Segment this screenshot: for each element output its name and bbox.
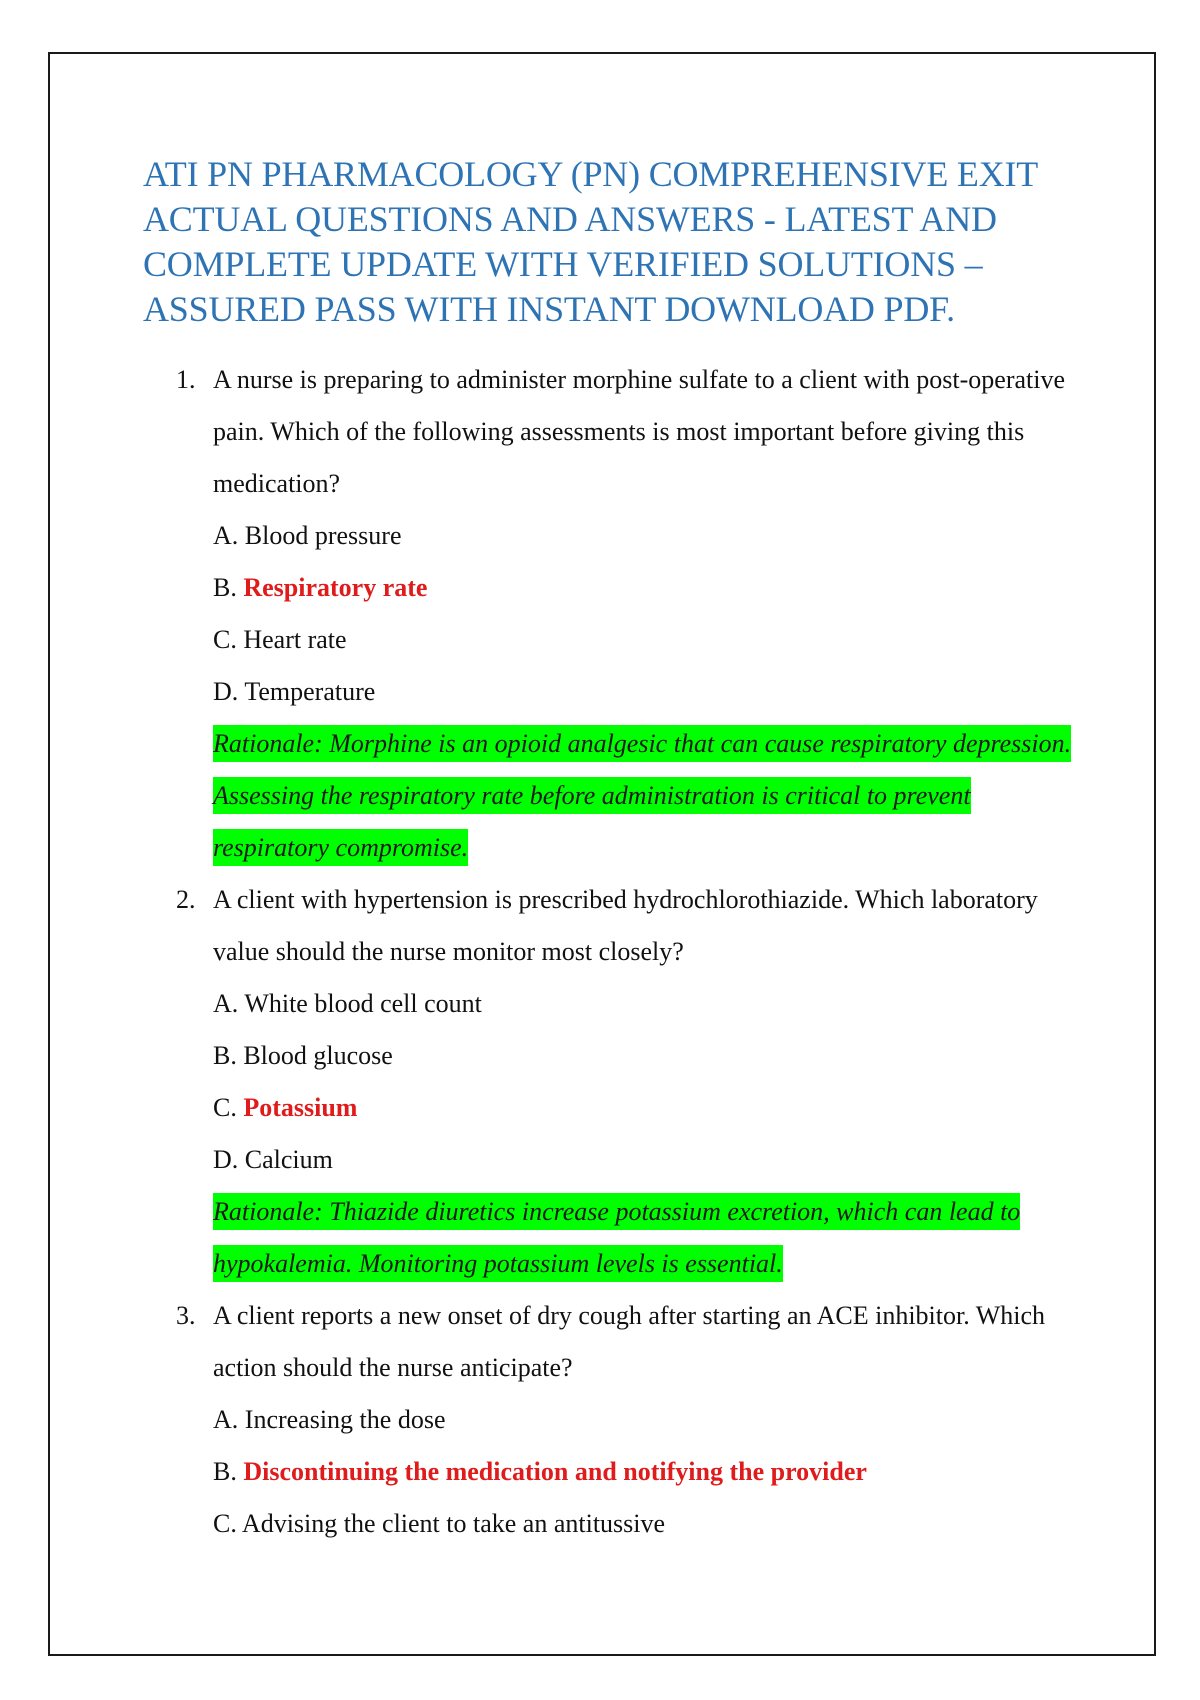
option-letter: D.	[213, 1145, 239, 1174]
option-letter: B.	[213, 1041, 237, 1070]
rationale	[213, 1186, 1083, 1290]
option-text: Temperature	[244, 677, 376, 706]
option-letter: A.	[213, 1405, 239, 1434]
document-body	[143, 152, 1083, 1550]
option-letter: C.	[213, 625, 237, 654]
document-title	[143, 152, 1083, 332]
question-text: A client reports a new onset of dry cough after starting an ACE inhibitor. Which action should the nurse anticipate?	[213, 1301, 1046, 1382]
correct-answer-text: Discontinuing the medication and notifying the provider	[243, 1457, 867, 1486]
answer-option	[213, 1498, 1083, 1550]
option-letter: C.	[213, 1509, 237, 1538]
answer-option-correct	[213, 1446, 1083, 1498]
answer-option	[213, 978, 1083, 1030]
answer-option	[213, 1030, 1083, 1082]
question-number: 3.	[176, 1301, 196, 1330]
option-letter: B.	[213, 573, 237, 602]
correct-answer-text: Potassium	[243, 1093, 358, 1122]
question-1	[143, 354, 1083, 874]
correct-answer-text: Respiratory rate	[243, 573, 428, 602]
title-line: ATI PN PHARMACOLOGY (PN) COMPREHENSIVE EXIT	[143, 154, 1039, 194]
option-text: Heart rate	[243, 625, 347, 654]
answer-option	[213, 1394, 1083, 1446]
option-letter: D.	[213, 677, 239, 706]
answer-option	[213, 666, 1083, 718]
option-text: Calcium	[244, 1145, 333, 1174]
question-text: A nurse is preparing to administer morphine sulfate to a client with post-operative pain. Which of the following assessments is most important before giving this medication?	[213, 365, 1066, 498]
option-text: White blood cell count	[244, 989, 482, 1018]
question-number: 1.	[176, 365, 196, 394]
option-text: Increasing the dose	[244, 1405, 446, 1434]
option-text: Advising the client to take an antitussive	[241, 1509, 666, 1538]
option-text: Blood pressure	[244, 521, 402, 550]
answer-option-correct	[213, 562, 1083, 614]
question-text: A client with hypertension is prescribed hydrochlorothiazide. Which laboratory value should the nurse monitor most closely?	[213, 885, 1038, 966]
rationale-highlight: Rationale: Morphine is an opioid analgesic that can cause respiratory depression. Assessing the respiratory rate before administration is critical to prevent respiratory compromise.	[213, 725, 1071, 866]
option-letter: B.	[213, 1457, 237, 1486]
question-3	[143, 1290, 1083, 1550]
answer-option	[213, 1134, 1083, 1186]
title-line: COMPLETE UPDATE WITH VERIFIED SOLUTIONS –	[143, 244, 983, 284]
option-text: Blood glucose	[243, 1041, 393, 1070]
option-letter: C.	[213, 1093, 237, 1122]
question-2	[143, 874, 1083, 1290]
title-line: ASSURED PASS WITH INSTANT DOWNLOAD PDF.	[143, 289, 955, 329]
answer-option	[213, 510, 1083, 562]
option-letter: A.	[213, 989, 239, 1018]
title-line: ACTUAL QUESTIONS AND ANSWERS - LATEST AND	[143, 199, 997, 239]
answer-option-correct	[213, 1082, 1083, 1134]
answer-option	[213, 614, 1083, 666]
question-number: 2.	[176, 885, 196, 914]
rationale	[213, 718, 1083, 874]
question-list	[143, 354, 1083, 1550]
rationale-highlight: Rationale: Thiazide diuretics increase potassium excretion, which can lead to hypokalemia. Monitoring potassium levels is essential.	[213, 1193, 1020, 1282]
option-letter: A.	[213, 521, 239, 550]
